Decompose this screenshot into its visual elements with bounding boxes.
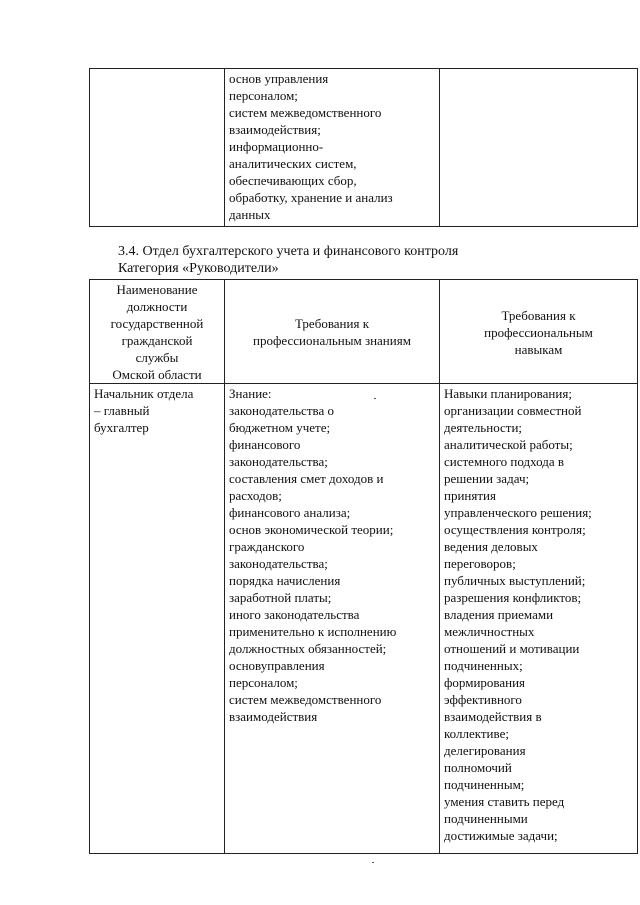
requirements-table: [89, 279, 638, 854]
table-cell: основ управления персоналом; систем межведомственного взаимодействия; информационно- аналитических систем, обеспечивающих сбор, обработку, хранение и анализ данных: [225, 69, 440, 227]
table-row: [90, 384, 638, 854]
table-row: [90, 69, 638, 227]
section-category: Категория «Руководители»: [118, 261, 279, 276]
header-cell-position: Наименование должности государственной гражданской службы Омской области: [90, 280, 225, 384]
scan-speck: [372, 862, 374, 863]
position-cell: Начальник отдела – главный бухгалтер: [90, 384, 225, 854]
section-heading: [118, 243, 458, 277]
knowledge-cell: Знание: законодательства о бюджетном учете; финансового законодательства; составления смет доходов и расходов; финансового анализа; основ экономической теории; гражданского законодательства; порядка начисления заработной платы; иного законодательства применительно к исполнению должностных обязанностей; основуправления персоналом; систем межведомственного взаимодействия: [225, 384, 440, 854]
header-cell-knowledge: Требования к профессиональным знаниям: [225, 280, 440, 384]
table-cell: [440, 69, 638, 227]
section-title: 3.4. Отдел бухгалтерского учета и финансового контроля: [118, 244, 459, 259]
continuation-table: [89, 68, 638, 227]
table-cell: [90, 69, 225, 227]
skills-cell: Навыки планирования; организации совместной деятельности; аналитической работы; системного подхода в решении задач; принятия управленческого решения; осуществления контроля; ведения деловых переговоров; публичных выступлений; разрешения конфликтов; владения приемами межличностных отношений и мотивации подчиненных; формирования эффективного взаимодействия в коллективе; делегирования полномочий подчиненным; умения ставить перед подчиненными достижимые задачи;: [440, 384, 638, 854]
scan-speck: [374, 398, 376, 399]
table-header-row: [90, 280, 638, 384]
header-cell-skills: Требования к профессиональным навыкам: [440, 280, 638, 384]
